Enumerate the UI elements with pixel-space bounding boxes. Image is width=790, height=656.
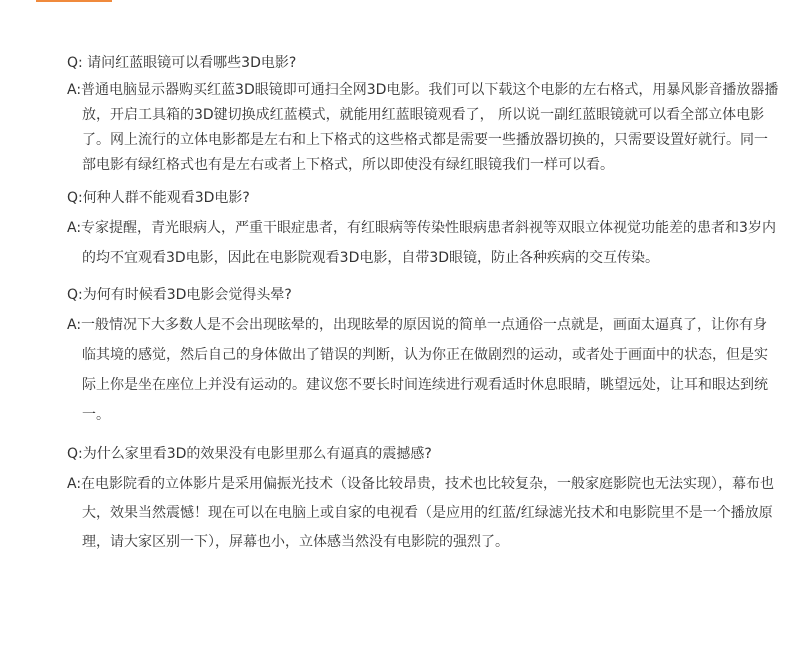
faq-question: Q:何种人群不能观看3D电影?	[67, 190, 250, 206]
faq-question: Q:为什么家里看3D的效果没有电影里那么有逼真的震撼感?	[67, 446, 432, 462]
faq-answer: A:普通电脑显示器购买红蓝3D眼镜即可通扫全网3D电影。我们可以下载这个电影的左右格式，用暴风影音播放器播放，开启工具箱的3D键切换成红蓝模式，就能用红蓝眼镜观看了， 所以说一副红蓝眼镜就可以看全部立体电影了。网上流行的立体电影都是左右和上下格式的这些格式都是需要一些播放器切换的，只需要设置好就行。同一部电影有绿红格式也有是左右或者上下格式，所以即使没有绿红眼镜我们一样可以看。	[67, 82, 779, 173]
faq-question: Q:为何有时候看3D电影会觉得头晕?	[67, 287, 292, 303]
faq-item	[67, 443, 779, 557]
top-accent-bar	[36, 0, 112, 2]
faq-question: Q: 请问红蓝眼镜可以看哪些3D电影?	[67, 55, 297, 71]
faq-answer: A:一般情况下大多数人是不会出现眩晕的，出现眩晕的原因说的简单一点通俗一点就是，画面太逼真了，让你有身临其境的感觉，然后自己的身体做出了错误的判断，认为你正在做剧烈的运动，或者处于画面中的状态，但是实际上你是坐在座位上并没有运动的。建议您不要长时间连续进行观看适时休息眼睛，眺望远处，让耳和眼达到统一。	[67, 317, 768, 423]
faq-list	[67, 52, 779, 557]
faq-item	[67, 284, 779, 430]
faq-item	[67, 52, 779, 178]
faq-answer: A:专家提醒，青光眼病人，严重干眼症患者，有红眼病等传染性眼病患者斜视等双眼立体视觉功能差的患者和3岁内的均不宜观看3D电影，因此在电影院观看3D电影，自带3D眼镜，防止各种疾病的交互传染。	[67, 220, 776, 266]
faq-answer: A:在电影院看的立体影片是采用偏振光技术（设备比较昂贵，技术也比较复杂，一般家庭影院也无法实现），幕布也大，效果当然震憾！现在可以在电脑上或自家的电视看（是应用的红蓝/红绿滤光技术和电影院里不是一个播放原理，请大家区别一下），屏幕也小，立体感当然没有电影院的强烈了。	[67, 476, 775, 550]
faq-item	[67, 187, 779, 273]
